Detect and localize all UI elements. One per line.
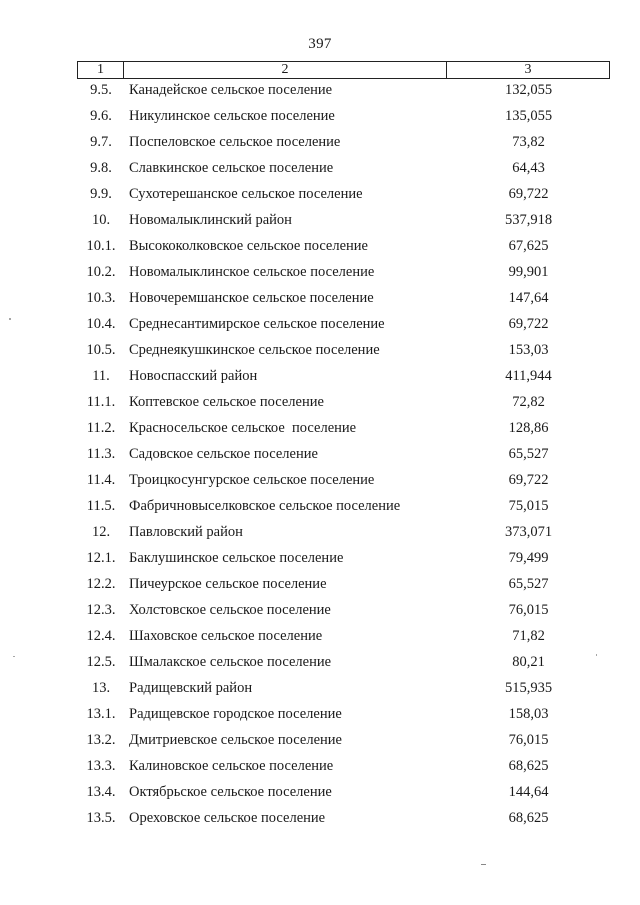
row-number: 13.: [91, 680, 111, 696]
row-name: Дмитриевское сельское поселение: [129, 732, 342, 748]
table-row: [0, 105, 640, 131]
table-row: [0, 79, 640, 105]
row-value: 69,722: [508, 472, 549, 488]
row-name: Новочеремшанское сельское поселение: [129, 290, 374, 306]
table-row: [0, 651, 640, 677]
row-number: 10.: [91, 212, 111, 228]
row-value: 67,625: [508, 238, 549, 254]
row-name: Троицкосунгурское сельское поселение: [129, 472, 375, 488]
row-value: 147,64: [508, 290, 549, 306]
row-number: 11.3.: [86, 446, 116, 462]
row-number: 12.1.: [86, 550, 116, 566]
table-row: [0, 183, 640, 209]
row-name: Калиновское сельское поселение: [129, 758, 334, 774]
row-value: 537,918: [504, 212, 553, 228]
row-number: 12.2.: [86, 576, 116, 592]
row-name: Пичеурское сельское поселение: [129, 576, 327, 592]
table-row: [0, 417, 640, 443]
row-number: 11.4.: [86, 472, 116, 488]
row-value: 158,03: [508, 706, 549, 722]
row-value: 75,015: [508, 498, 549, 514]
row-number: 13.5.: [86, 810, 116, 826]
row-value: 153,03: [508, 342, 549, 358]
row-value: 72,82: [512, 394, 545, 410]
row-number: 10.5.: [86, 342, 116, 358]
row-value: 144,64: [508, 784, 549, 800]
row-number: 9.7.: [90, 134, 112, 150]
row-value: 135,055: [504, 108, 553, 124]
row-name: Шаховское сельское поселение: [129, 628, 323, 644]
table-row: [0, 755, 640, 781]
row-name: Никулинское сельское поселение: [129, 108, 335, 124]
table-row: [0, 209, 640, 235]
row-value: 68,625: [508, 810, 549, 826]
row-name: Сухотерешанское сельское поселение: [129, 186, 363, 202]
row-number: 12.: [91, 524, 111, 540]
row-value: 65,527: [508, 576, 549, 592]
row-name: Ореховское сельское поселение: [129, 810, 326, 826]
row-number: 9.8.: [90, 160, 112, 176]
table-row: [0, 131, 640, 157]
row-value: 373,071: [504, 524, 553, 540]
row-number: 13.4.: [86, 784, 116, 800]
table-row: [0, 599, 640, 625]
row-number: 10.1.: [86, 238, 116, 254]
row-value: 515,935: [504, 680, 553, 696]
row-name: Октябрьское сельское поселение: [129, 784, 332, 800]
row-name: Радищевский район: [129, 680, 253, 696]
row-number: 10.3.: [86, 290, 116, 306]
row-number: 13.3.: [86, 758, 116, 774]
row-number: 13.2.: [86, 732, 116, 748]
table-row: [0, 469, 640, 495]
table-row: [0, 729, 640, 755]
table-row: [0, 365, 640, 391]
table-row: [0, 677, 640, 703]
row-value: 132,055: [504, 82, 553, 98]
row-number: 11.1.: [86, 394, 116, 410]
table-row: [0, 703, 640, 729]
row-number: 9.6.: [90, 108, 112, 124]
row-value: 411,944: [505, 368, 552, 384]
scan-speck: [596, 654, 597, 656]
row-number: 13.1.: [86, 706, 116, 722]
table-header: [77, 61, 610, 79]
table-row: [0, 261, 640, 287]
row-name: Новомалыклинское сельское поселение: [129, 264, 375, 280]
table-row: [0, 287, 640, 313]
row-name: Садовское сельское поселение: [129, 446, 318, 462]
row-number: 11.: [92, 368, 110, 384]
page-number: 397: [308, 36, 332, 52]
header-col-3: 3: [524, 62, 532, 77]
row-name: Славкинское сельское поселение: [129, 160, 334, 176]
table-row: [0, 235, 640, 261]
scan-speck: [9, 318, 11, 320]
table-row: [0, 625, 640, 651]
row-number: 11.5.: [86, 498, 116, 514]
scan-speck: [481, 864, 486, 865]
table-row: [0, 547, 640, 573]
table-row: [0, 807, 640, 833]
table-row: [0, 495, 640, 521]
row-value: 69,722: [508, 186, 549, 202]
row-value: 68,625: [508, 758, 549, 774]
table-row: [0, 391, 640, 417]
row-number: 9.5.: [90, 82, 112, 98]
row-name: Баклушинское сельское поселение: [129, 550, 344, 566]
row-name: Среднесантимирское сельское поселение: [129, 316, 385, 332]
table-row: [0, 157, 640, 183]
table-row: [0, 443, 640, 469]
row-value: 64,43: [512, 160, 545, 176]
row-name: Новомалыклинский район: [129, 212, 292, 228]
header-col-2: 2: [124, 62, 447, 78]
row-number: 11.2.: [86, 420, 116, 436]
row-value: 76,015: [508, 602, 549, 618]
row-name: Поспеловское сельское поселение: [129, 134, 341, 150]
table-row: [0, 521, 640, 547]
header-col-1: 1: [78, 62, 124, 78]
row-value: 71,82: [512, 628, 545, 644]
row-value: 80,21: [512, 654, 545, 670]
row-name: Канадейское сельское поселение: [129, 82, 333, 98]
row-name: Коптевское сельское поселение: [129, 394, 324, 410]
table-row: [0, 781, 640, 807]
table-row: [0, 573, 640, 599]
row-name: Новоспасский район: [129, 368, 258, 384]
row-name: Высококолковское сельское поселение: [129, 238, 368, 254]
row-name: Шмалакское сельское поселение: [129, 654, 332, 670]
row-value: 65,527: [508, 446, 549, 462]
scan-speck: [13, 656, 15, 657]
row-number: 12.3.: [86, 602, 116, 618]
row-number: 9.9.: [90, 186, 112, 202]
row-name: Павловский район: [129, 524, 243, 540]
row-number: 10.2.: [86, 264, 116, 280]
row-name: Красносельское сельское поселение: [129, 420, 357, 436]
row-value: 76,015: [508, 732, 549, 748]
row-name: Среднеякушкинское сельское поселение: [129, 342, 380, 358]
row-name: Холстовское сельское поселение: [129, 602, 331, 618]
row-number: 12.4.: [86, 628, 116, 644]
table-row: [0, 313, 640, 339]
row-value: 73,82: [512, 134, 545, 150]
row-value: 79,499: [508, 550, 549, 566]
row-number: 10.4.: [86, 316, 116, 332]
table-body: [0, 79, 640, 833]
row-name: Фабричновыселковское сельское поселение: [129, 498, 401, 514]
row-value: 128,86: [508, 420, 549, 436]
row-name: Радищевское городское поселение: [129, 706, 342, 722]
table-row: [0, 339, 640, 365]
row-number: 12.5.: [86, 654, 116, 670]
row-value: 69,722: [508, 316, 549, 332]
row-value: 99,901: [508, 264, 549, 280]
